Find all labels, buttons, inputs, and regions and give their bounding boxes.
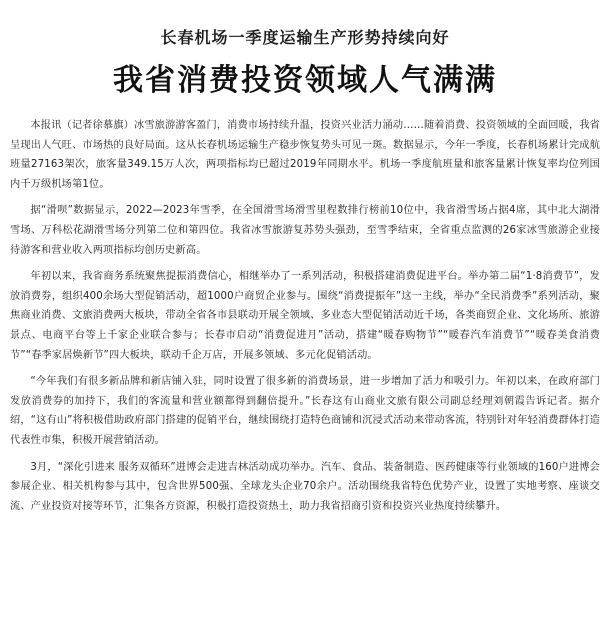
- paragraph-5: 3月，“深化引进来 服务双循环”进博会走进吉林活动成功举办。汽车、食品、装备制造、医药健康等行业领域的160户进博会参展企业、相关机构参与其中，包含世界500强、全球龙头企业70余户。活动围绕我省特色优势产业，设置了实地考察、座谈交流、产业投资对接等环节，汇集各方资源，积极打造投资热土，助力我省招商引资和投资兴业热度持续攀升。: [10, 461, 600, 512]
- paragraph-1: 本报讯（记者徐慕旗）冰雪旅游游客盈门，消费市场持续升温，投资兴业活力涌动……随着消费、投资领域的全面回暖，我省呈现出人气旺、市场热的良好局面。这从长春机场运输生产稳步恢复势头可见一斑。数据显示，今年一季度，长春机场累计完成航班量27163架次，旅客量349.15万人次，两项指标均已超过2019年同期水平。机场一季度航班量和旅客量累计恢复率均位列国内千万级机场第1位。: [10, 120, 600, 190]
- paragraph-2: 据“滑呗”数据显示，2022—2023年雪季，在全国滑雪场滑雪里程数排行榜前10位中，我省滑雪场占据4席，其中北大湖滑雪场、万科松花湖滑雪场分列第二位和第四位。我省冰雪旅游复苏势头强劲，至雪季结束，全省重点监测的26家冰雪旅游企业接待游客和营业收入两项指标均创历史新高。: [10, 205, 600, 256]
- article-body: [10, 116, 600, 516]
- paragraph-4: “今年我们有很多新品牌和新店铺入驻，同时设置了很多新的消费场景，进一步增加了活力和吸引力。年初以来，在政府部门发放消费券的加持下，我们的客流量和营业额都得到翻倍提升。”长春这有山商业文旅有限公司副总经理刘朝霞告诉记者。据介绍，“这有山”将积极借助政府部门搭建的促销平台，继续围绕打造特色商铺和沉浸式活动来带动客流，特别针对年轻消费群体打造代表性市集，积极开展营销活动。: [10, 376, 600, 446]
- subheadline: 长春机场一季度运输生产形势持续向好: [160, 28, 450, 47]
- headline: 我省消费投资领域人气满满: [113, 63, 497, 98]
- paragraph-3: 年初以来，我省商务系统聚焦提振消费信心，相继举办了一系列活动，积极搭建消费促进平台。举办第二届“1·8消费节”，发放消费券，组织400余场大型促销活动，超1000户商贸企业参与。围绕“消费提振年”这一主线，举办“全民消费季”系列活动，聚焦商业消费、文旅消费两大板块，带动全省各市县联动开展全领域、多业态大型促销活动近千场，各类商贸企业、文化场所、旅游景点、电商平台等上千家企业联合参与；长春市启动“消费促进月”活动，搭建“暖春购物节”“暖春汽车消费节”“暖春美食消费节”“春季家居焕新节”四大板块，联动千企万店，开展多领域、多元化促销活动。: [10, 271, 600, 361]
